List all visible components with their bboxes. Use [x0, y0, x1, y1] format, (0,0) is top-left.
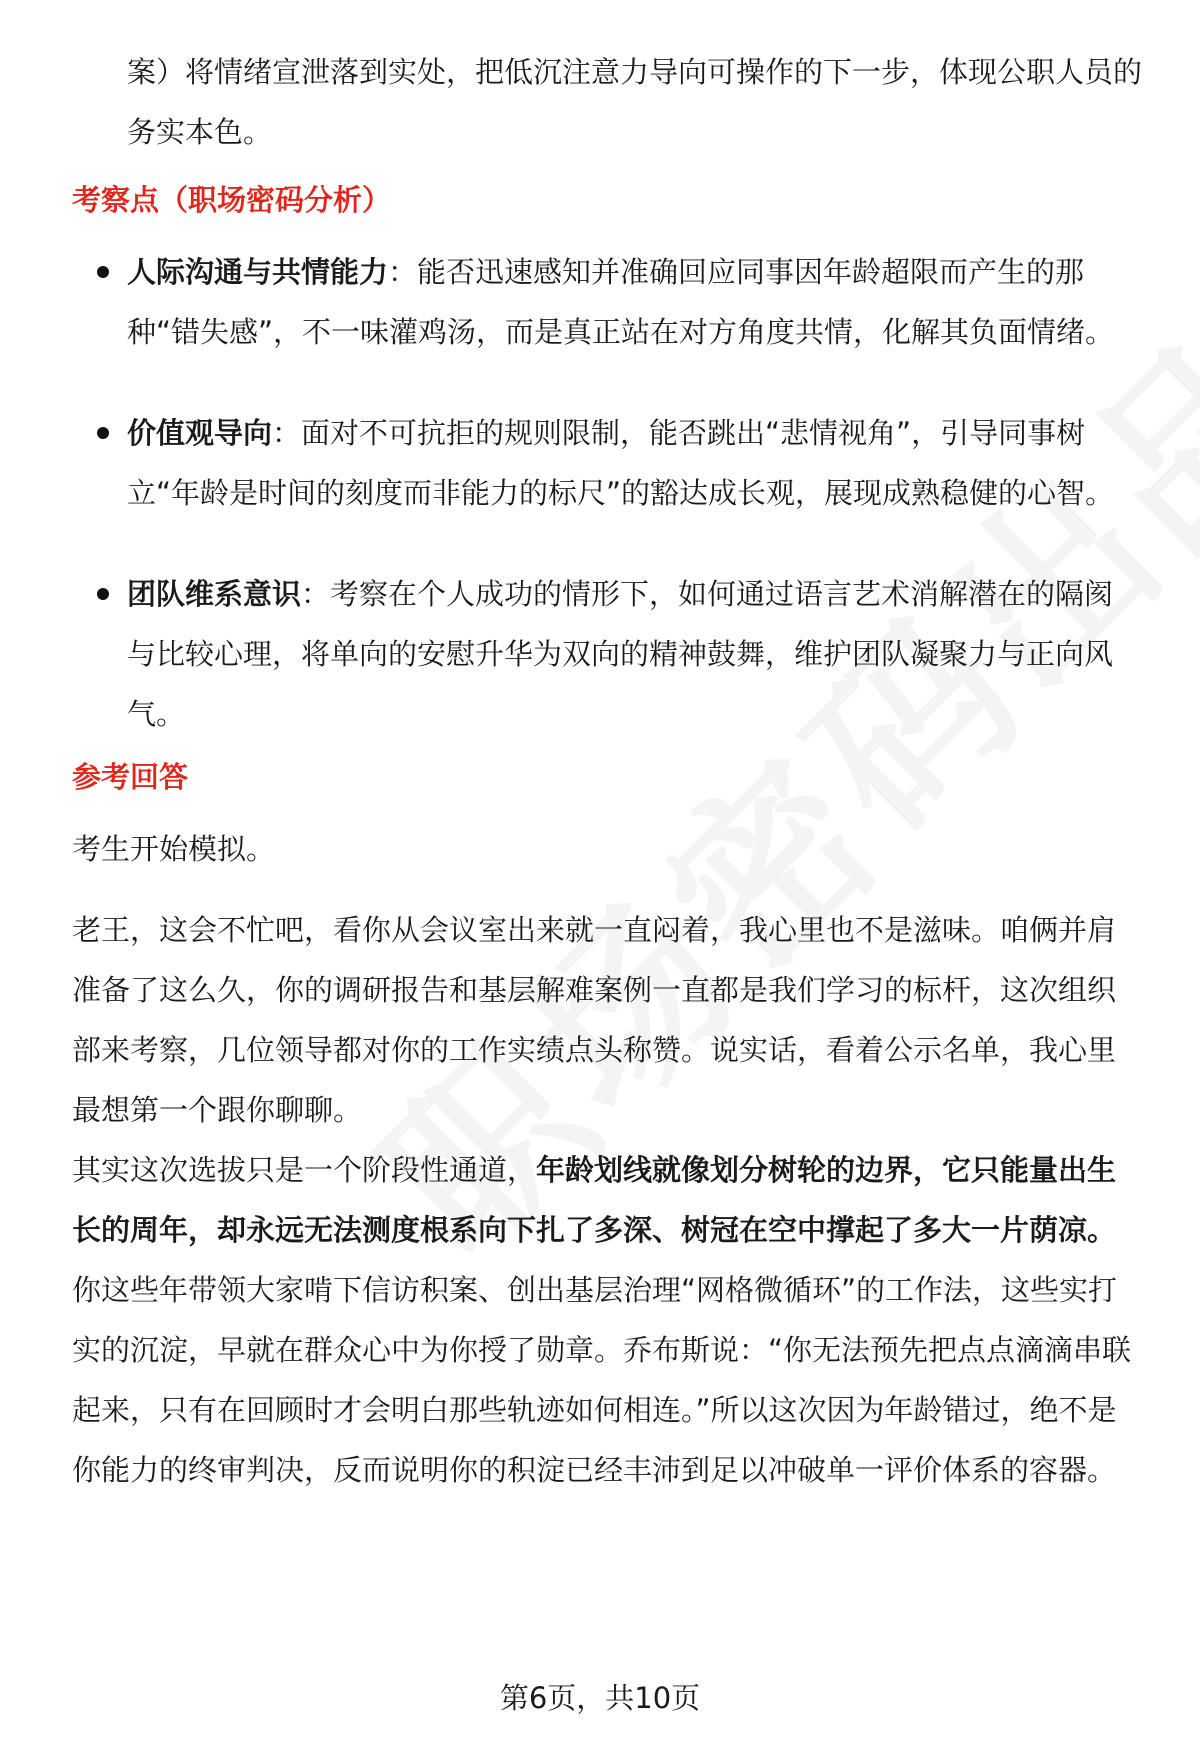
answer-paragraph-3-emphasis: 年龄划线就像划分树轮的边界，它只能量出生长的周年，却永远无法测度根系向下扎了多深、树冠在空中撑起了多大一片荫凉。: [72, 1153, 1117, 1247]
answer-paragraph-3: [72, 1140, 1142, 1500]
section-heading-answer: 参考回答: [72, 760, 189, 794]
bullet-separator: ：: [272, 416, 302, 450]
bullet-item: [127, 564, 1142, 744]
answer-paragraph-3-lead: 其实这次选拔只是一个阶段性通道，: [72, 1153, 537, 1187]
answer-paragraph-2: 老王，这会不忙吧，看你从会议室出来就一直闷着，我心里也不是滋味。咱俩并肩准备了这么久，你的调研报告和基层解难案例一直都是我们学习的标杆，这次组织部来考察，几位领导都对你的工作实绩点头称赞。说实话，看着公示名单，我心里最想第一个跟你聊聊。: [72, 913, 1117, 1127]
section-heading-points: 考察点（职场密码分析）: [72, 183, 392, 217]
bullet-text: 面对不可抗拒的规则限制，能否跳出“悲情视角”，引导同事树立“年龄是时间的刻度而非能力的标尺”的豁达成长观，展现成熟稳健的心智。: [127, 416, 1115, 510]
bullet-item: [127, 403, 1142, 523]
bullet-text: 能否迅速感知并准确回应同事因年龄超限而产生的那种“错失感”，不一味灌鸡汤，而是真正站在对方角度共情，化解其负面情绪。: [127, 255, 1115, 349]
bullet-separator: ：: [388, 255, 418, 289]
answer-paragraph-3-rest: 你这些年带领大家啃下信访积案、创出基层治理“网格微循环”的工作法，这些实打实的沉淀，早就在群众心中为你授了勋章。乔布斯说：“你无法预先把点点滴滴串联起来，只有在回顾时才会明白那些轨迹如何相连。”所以这次因为年龄错过，绝不是你能力的终审判决，反而说明你的积淀已经丰沛到足以冲破单一评价体系的容器。: [72, 1273, 1132, 1487]
page-number: 第6页，共10页: [499, 1681, 701, 1715]
bullet-term: 人际沟通与共情能力: [127, 255, 389, 289]
bullet-term: 团队维系意识: [127, 577, 302, 611]
bullet-text: 考察在个人成功的情形下，如何通过语言艺术消解潜在的隔阂与比较心理，将单向的安慰升华为双向的精神鼓舞，维护团队凝聚力与正向风气。: [127, 577, 1114, 731]
bullet-term: 价值观导向: [127, 416, 273, 450]
bullet-dot: [97, 588, 109, 600]
intro-paragraph-tail: 案）将情绪宣泄落到实处，把低沉注意力导向可操作的下一步，体现公职人员的务实本色。: [127, 55, 1143, 149]
answer-paragraph-1: 考生开始模拟。: [72, 832, 276, 866]
bullet-dot: [97, 427, 109, 439]
bullet-dot: [97, 266, 109, 278]
bullet-item: [127, 242, 1142, 362]
bullet-separator: ：: [301, 577, 331, 611]
